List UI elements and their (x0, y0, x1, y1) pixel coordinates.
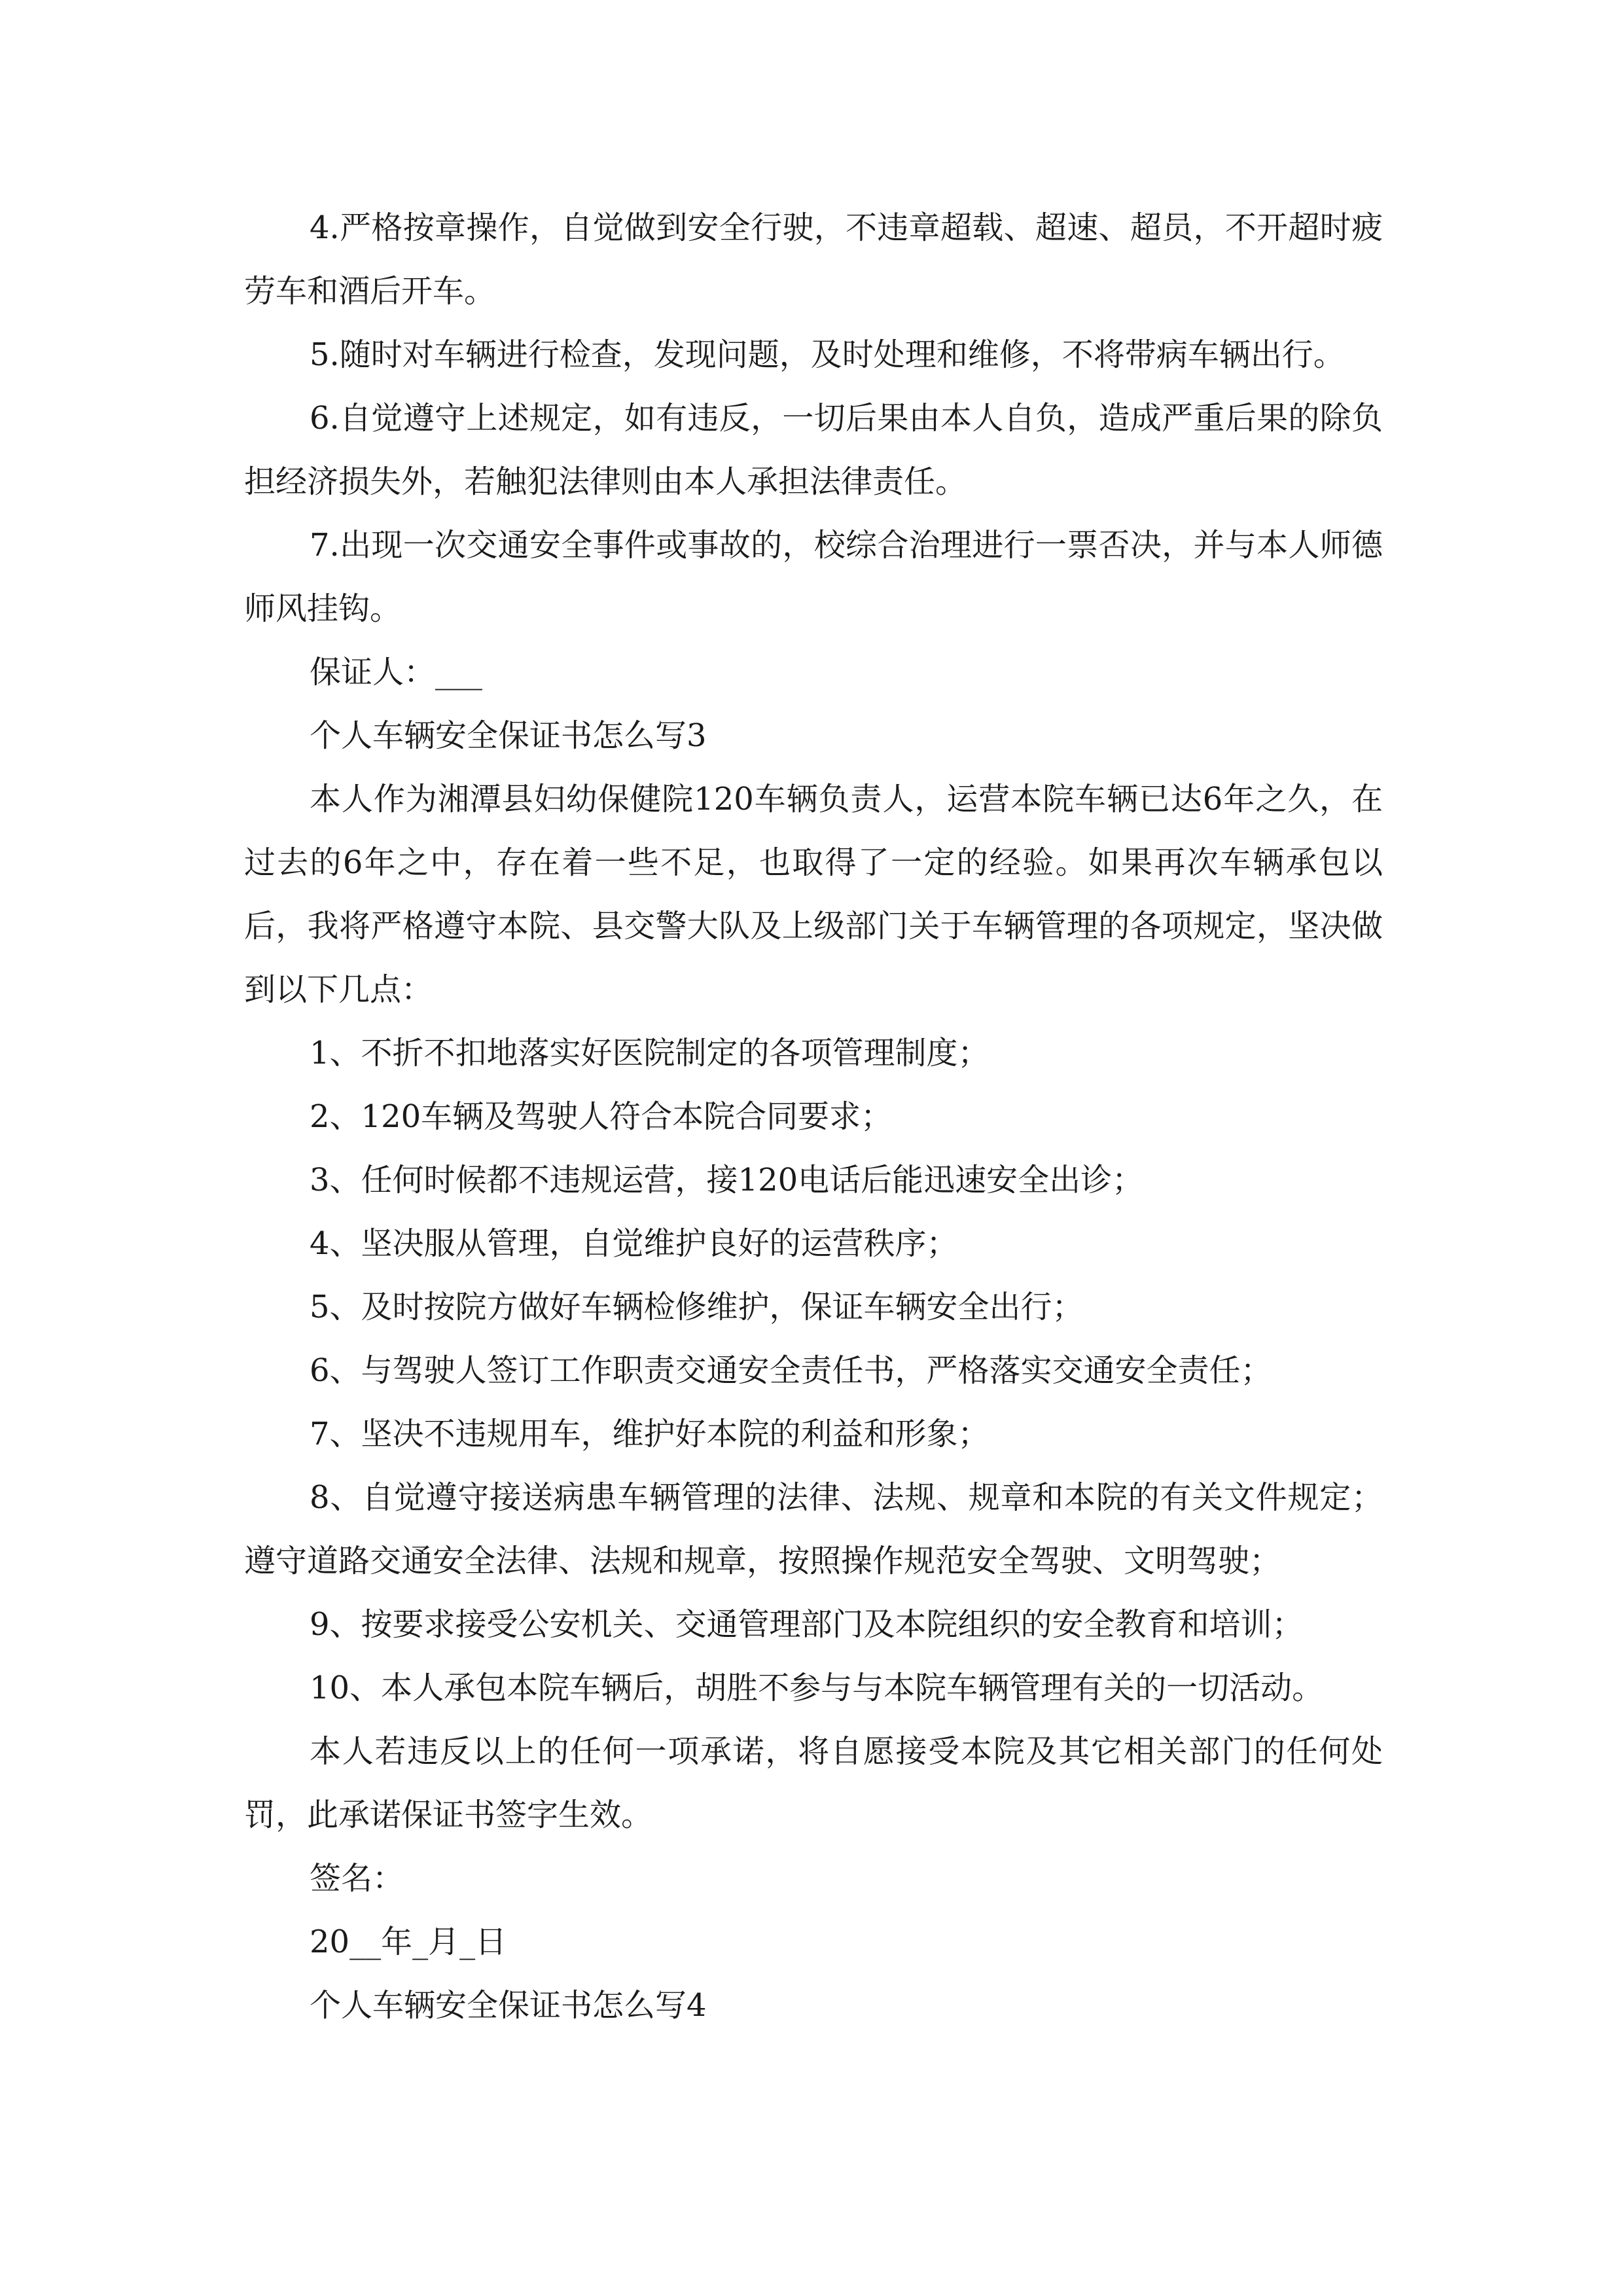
intro-paragraph: 本人作为湘潭县妇幼保健院120车辆负责人，运营本院车辆已达6年之久，在过去的6年之中，存在着一些不足，也取得了一定的经验。如果再次车辆承包以后，我将严格遵守本院、县交警大队及上级部门关于车辆管理的各项规定，坚决做到以下几点： (244, 781, 1383, 1008)
document-body (244, 196, 1383, 2037)
commitment-item-7: 7、坚决不违规用车，维护好本院的利益和形象； (310, 1416, 990, 1452)
commitment-item-2: 2、120车辆及驾驶人符合本院合同要求； (310, 1098, 893, 1135)
commitment-item-4: 4、坚决服从管理，自觉维护良好的运营秩序； (310, 1225, 958, 1262)
commitment-item-9: 9、按要求接受公安机关、交通管理部门及本院组织的安全教育和培训； (310, 1606, 1304, 1643)
guarantor-line: 保证人：___ (310, 654, 483, 691)
paragraph-rule-7: 7.出现一次交通安全事件或事故的，校综合治理进行一票否决，并与本人师德师风挂钩。 (244, 527, 1383, 627)
date-line: 20__年_月_日 (310, 1924, 507, 1960)
commitment-item-6: 6、与驾驶人签订工作职责交通安全责任书，严格落实交通安全责任； (310, 1352, 1272, 1389)
commitment-item-1: 1、不折不扣地落实好医院制定的各项管理制度； (310, 1035, 990, 1071)
paragraph-rule-5: 5.随时对车辆进行检查，发现问题，及时处理和维修，不将带病车辆出行。 (310, 336, 1345, 373)
signature-line: 签名： (310, 1860, 404, 1897)
commitment-item-3: 3、任何时候都不违规运营，接120电话后能迅速安全出诊； (310, 1162, 1144, 1198)
commitment-item-5: 5、及时按院方做好车辆检修维护，保证车辆安全出行； (310, 1289, 1084, 1325)
closing-statement: 本人若违反以上的任何一项承诺，将自愿接受本院及其它相关部门的任何处罚，此承诺保证书签字生效。 (244, 1733, 1383, 1833)
paragraph-rule-4: 4.严格按章操作，自觉做到安全行驶，不违章超载、超速、超员，不开超时疲劳车和酒后开车。 (244, 209, 1383, 310)
paragraph-rule-6: 6.自觉遵守上述规定，如有违反，一切后果由本人自负，造成严重后果的除负担经济损失外，若触犯法律则由本人承担法律责任。 (244, 400, 1383, 500)
commitment-item-10: 10、本人承包本院车辆后，胡胜不参与与本院车辆管理有关的一切活动。 (310, 1670, 1324, 1706)
commitment-item-8: 8、自觉遵守接送病患车辆管理的法律、法规、规章和本院的有关文件规定；遵守道路交通安全法律、法规和规章，按照操作规范安全驾驶、文明驾驶； (244, 1479, 1383, 1579)
section-heading-4: 个人车辆安全保证书怎么写4 (310, 1987, 707, 2024)
section-heading-3: 个人车辆安全保证书怎么写3 (310, 717, 707, 754)
